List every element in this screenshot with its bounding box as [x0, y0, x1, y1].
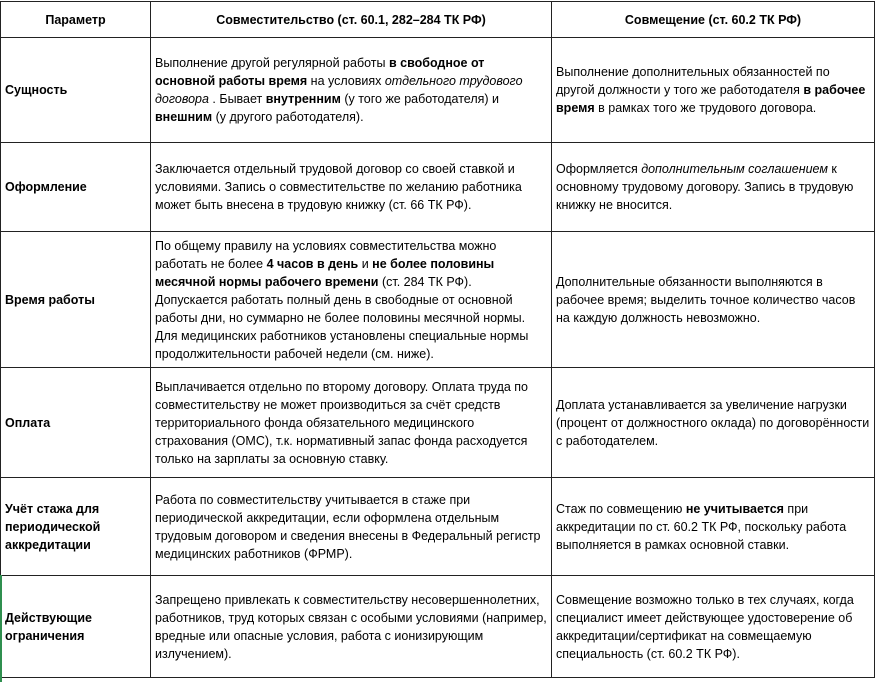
param-cell: Учёт стажа для периодической аккредитации [1, 478, 151, 576]
param-cell: Оформление [1, 143, 151, 232]
combination-cell: Стаж по совмещению не учитывается при аккредитации по ст. 60.2 ТК РФ, поскольку работа выполняется в рамках основной ставки. [552, 478, 875, 576]
table-row [1, 38, 875, 143]
combination-cell: Дополнительные обязанности выполняются в рабочее время; выделить точное количество часов на каждую должность невозможно. [552, 232, 875, 368]
combination-cell: Оформляется дополнительным соглашением к основному трудовому договору. Запись в трудовую книжку не вносится. [552, 143, 875, 232]
param-cell: Время работы [1, 232, 151, 368]
header-parameter: Параметр [1, 2, 151, 38]
cell-selection-edge [0, 575, 2, 682]
table-row [1, 478, 875, 576]
header-row [1, 2, 875, 38]
param-cell: Оплата [1, 368, 151, 478]
part-time-cell: Выполнение другой регулярной работы в свободное от основной работы время на условиях отдельного трудового договора . Бывает внутренним (у того же работодателя) и внешним (у другого работодателя). [151, 38, 552, 143]
part-time-cell: Выплачивается отдельно по второму договору. Оплата труда по совместительству не может производиться за счёт средств территориального фонда обязательного медицинского страхования (ОМС), т.к. нормативный запас фонда расходуется только на зарплаты за основную ставку. [151, 368, 552, 478]
param-cell: Действующие ограничения [1, 576, 151, 678]
param-cell: Сущность [1, 38, 151, 143]
combination-cell: Совмещение возможно только в тех случаях, когда специалист имеет действующее удостоверение об аккредитации/сертификат на совмещаемую специальность (ст. 60.2 ТК РФ). [552, 576, 875, 678]
header-combination: Совмещение (ст. 60.2 ТК РФ) [552, 2, 875, 38]
part-time-cell: По общему правилу на условиях совместительства можно работать не более 4 часов в день и не более половины месячной нормы рабочего времени (ст. 284 ТК РФ). Допускается работать полный день в свободные от основной работы дни, но суммарно не более половины месячной нормы. Для медицинских работников установлены специальные нормы продолжительности рабочей недели (см. ниже). [151, 232, 552, 368]
part-time-cell: Работа по совместительству учитывается в стаже при периодической аккредитации, если оформлена отдельным трудовым договором и сведения внесены в Федеральный регистр медицинских работников (ФРМР). [151, 478, 552, 576]
part-time-cell: Заключается отдельный трудовой договор со своей ставкой и условиями. Запись о совместительстве по желанию работника может быть внесена в трудовую книжку (ст. 66 ТК РФ). [151, 143, 552, 232]
header-part-time: Совместительство (ст. 60.1, 282–284 ТК РФ) [151, 2, 552, 38]
table-row [1, 368, 875, 478]
table-row [1, 232, 875, 368]
comparison-table [0, 1, 875, 678]
combination-cell: Доплата устанавливается за увеличение нагрузки (процент от должностного оклада) по договорённости с работодателем. [552, 368, 875, 478]
table-row [1, 576, 875, 678]
combination-cell: Выполнение дополнительных обязанностей по другой должности у того же работодателя в рабочее время в рамках того же трудового договора. [552, 38, 875, 143]
part-time-cell: Запрещено привлекать к совместительству несовершеннолетних, работников, труд которых связан с особыми условиями (например, вредные или опасные условия, работа с ионизирующим излучением). [151, 576, 552, 678]
table-row [1, 143, 875, 232]
